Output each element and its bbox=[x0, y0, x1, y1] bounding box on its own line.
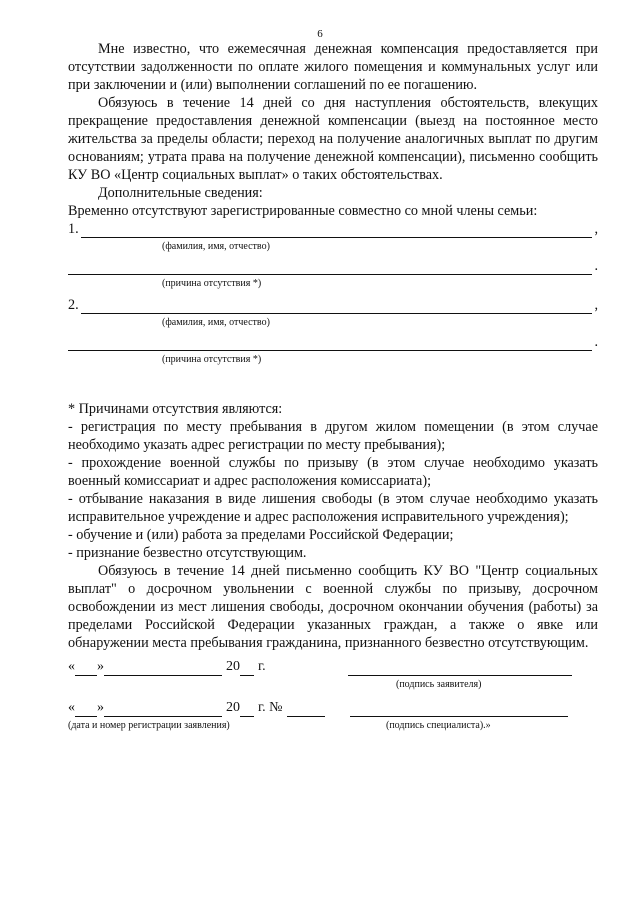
specialist-close-quote: » bbox=[97, 700, 104, 715]
specialist-signature-field[interactable] bbox=[350, 702, 568, 717]
member-2-name-field[interactable] bbox=[81, 299, 593, 314]
reasons-title: * Причинами отсутствия являются: bbox=[68, 401, 283, 417]
applicant-close-quote: » bbox=[97, 659, 104, 674]
additional-title: Дополнительные сведения: bbox=[98, 185, 263, 201]
applicant-day-field[interactable] bbox=[75, 661, 97, 676]
page-number: 6 bbox=[317, 28, 323, 40]
applicant-signature-field[interactable] bbox=[348, 661, 572, 676]
applicant-signature-row bbox=[68, 658, 598, 676]
member-2-name-row: 2. , bbox=[68, 297, 598, 313]
reason-item-imprisonment: - отбывание наказания в виде лишения свободы (в этом случае необходимо указать исправительное учреждение и адрес расположения исправительного учреждения); bbox=[68, 491, 598, 525]
member-2-name-caption: (фамилия, имя, отчество) bbox=[162, 317, 270, 328]
specialist-year-prefix: 20 bbox=[226, 700, 240, 715]
reason-item-military: - прохождение военной службы по призыву (в этом случае необходимо указать военный комиссариат и адрес расположения комиссариата); bbox=[68, 455, 598, 489]
specialist-signature-caption: (подпись специалиста).» bbox=[386, 720, 491, 731]
member-2-number: 2. bbox=[68, 297, 79, 313]
member-1-name-field[interactable] bbox=[81, 223, 593, 238]
member-1-name-caption: (фамилия, имя, отчество) bbox=[162, 241, 270, 252]
document-body bbox=[68, 40, 598, 733]
member-1-reason-caption: (причина отсутствия *) bbox=[162, 278, 262, 289]
member-1-name-row: 1. , bbox=[68, 221, 598, 237]
applicant-year-prefix: 20 bbox=[226, 659, 240, 674]
member-2-reason-field[interactable] bbox=[68, 336, 592, 351]
specialist-signature-row bbox=[68, 699, 598, 717]
applicant-signature-caption: (подпись заявителя) bbox=[396, 679, 482, 690]
absent-members-text: Временно отсутствуют зарегистрированные совместно со мной члены семьи: bbox=[68, 203, 538, 219]
specialist-day-field[interactable] bbox=[75, 702, 97, 717]
applicant-year-field[interactable] bbox=[240, 661, 254, 676]
reason-item-missing: - признание безвестно отсутствующим. bbox=[68, 545, 307, 561]
member-1-number: 1. bbox=[68, 221, 79, 237]
specialist-year-suffix: г. № bbox=[258, 700, 283, 715]
member-1-reason-field[interactable] bbox=[68, 260, 592, 275]
reason-item-abroad: - обучение и (или) работа за пределами Российской Федерации; bbox=[68, 527, 454, 543]
obligation-paragraph: Обязуюсь в течение 14 дней письменно сообщить КУ ВО "Центр социальных выплат" о досрочном увольнении с военной службы по призыву, досрочном освобождении из мест лишения свободы, досрочном окончании обучения (работы) за пределами Российской Федерации указанных граждан, а также о явке или обнаружении места пребывания гражданина, признанного безвестно отсутствующим. bbox=[68, 563, 598, 651]
member-2-reason-row: . bbox=[68, 333, 598, 351]
compensation-notice: Мне известно, что ежемесячная денежная компенсация предоставляется при отсутствии задолженности по оплате жилого помещения и коммунальных услуг или при заключении и (или) выполнении соглашений по ее погашению. bbox=[68, 41, 598, 93]
applicant-open-quote: « bbox=[68, 659, 75, 674]
obligation-notice: Обязуюсь в течение 14 дней со дня наступления обстоятельств, влекущих прекращение предоставления денежной компенсации (выезд на постоянное место жительства за пределы области; переход на получение аналогичных выплат по другим основаниям; утрата права на получение денежной компенсации), письменно сообщить КУ ВО «Центр социальных выплат» о таких обстоятельствах. bbox=[68, 95, 598, 183]
applicant-month-field[interactable] bbox=[104, 661, 222, 676]
registration-date-caption: (дата и номер регистрации заявления) bbox=[68, 720, 230, 731]
member-1-reason-row: . bbox=[68, 257, 598, 275]
specialist-year-field[interactable] bbox=[240, 702, 254, 717]
reason-item-registration: - регистрация по месту пребывания в другом жилом помещении (в этом случае необходимо указать адрес регистрации по месту пребывания); bbox=[68, 419, 598, 453]
specialist-month-field[interactable] bbox=[104, 702, 222, 717]
member-2-reason-caption: (причина отсутствия *) bbox=[162, 354, 262, 365]
registration-number-field[interactable] bbox=[287, 702, 325, 717]
specialist-open-quote: « bbox=[68, 700, 75, 715]
applicant-year-suffix: г. bbox=[258, 659, 266, 674]
